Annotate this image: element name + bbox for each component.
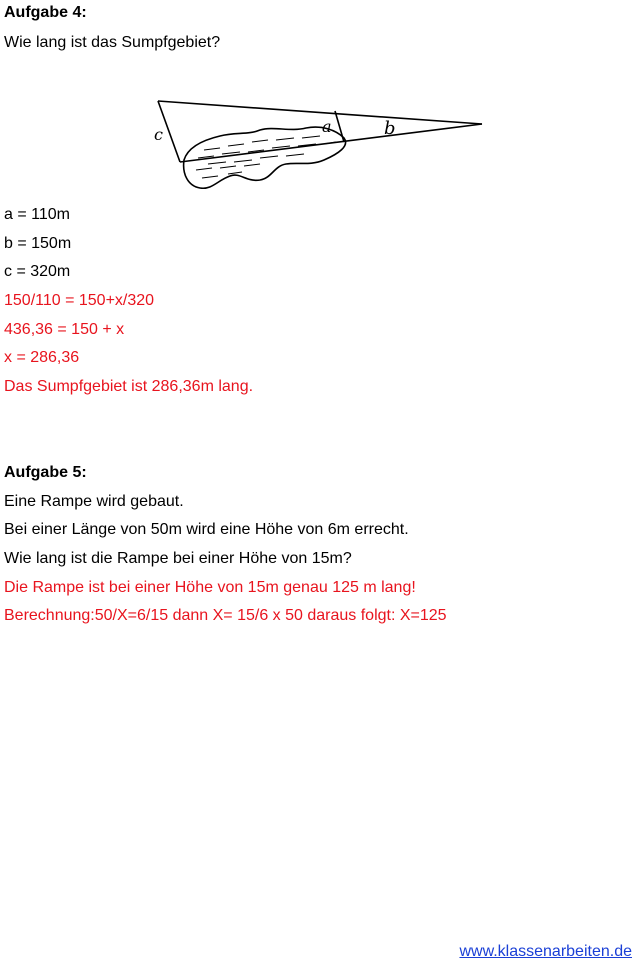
given-b: b = 150m: [4, 235, 72, 252]
task5-answer: Die Rampe ist bei einer Höhe von 15m genau 125 m lang!: [4, 579, 416, 596]
task4-heading: Aufgabe 4:: [4, 4, 87, 21]
label-a: a: [322, 117, 332, 136]
task5-calculation: Berechnung:50/X=6/15 dann X= 15/6 x 50 daraus folgt: X=125: [4, 607, 447, 624]
given-c: c = 320m: [4, 263, 71, 280]
swamp-triangle-figure: [148, 92, 488, 200]
solution-step-3: x = 286,36: [4, 349, 80, 366]
task5-question: Wie lang ist die Rampe bei einer Höhe von 15m?: [4, 550, 352, 567]
given-a: a = 110m: [4, 206, 70, 223]
solution-answer: Das Sumpfgebiet ist 286,36m lang.: [4, 378, 254, 395]
label-b: b: [384, 118, 396, 139]
label-c: c: [154, 125, 163, 144]
task5-text-2: Bei einer Länge von 50m wird eine Höhe von 6m errecht.: [4, 521, 409, 538]
footer-website-link[interactable]: www.klassenarbeiten.de: [459, 943, 632, 960]
task4-question: Wie lang ist das Sumpfgebiet?: [4, 34, 221, 51]
solution-step-2: 436,36 = 150 + x: [4, 321, 125, 338]
solution-step-1: 150/110 = 150+x/320: [4, 292, 155, 309]
task5-heading: Aufgabe 5:: [4, 464, 87, 481]
task5-text-1: Eine Rampe wird gebaut.: [4, 493, 184, 510]
